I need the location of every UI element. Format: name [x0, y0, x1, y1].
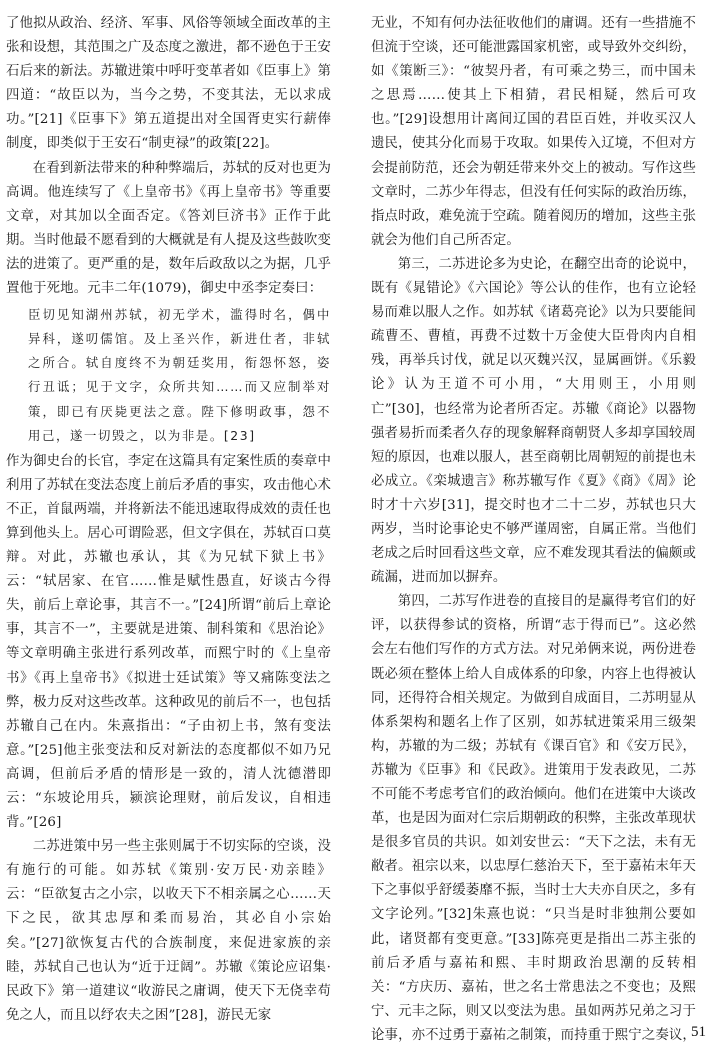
paragraph-fourth-point: 第四，二苏写作进卷的直接目的是赢得考官们的好评，以获得参试的资格，所谓“志于得而已”。这必然会左右他们写作的方式方法。对兄弟俩来说，两份进卷既必须在整体上给人自成体系的印象，内容上也得被认同，还得符合相关规定。为做到自成面目，二苏明显从体系架构和题名上作了区别，如苏轼进策采用三级架构，苏辙的为二级；苏轼有《课百官》和《安万民》，苏辙为《臣事》和《民政》。进策用于发表政见，二苏不可能不考虑考官们的政治倾向。他们在进策中大谈改革，也是因为面对仁宗后期朝政的积弊，主张改革现状是很多官员的共识。如刘安世云：“天下之法，未有无敝者。祖宗以来，以忠厚仁慈治天下，至于嘉祐末年天下之事似乎舒缓萎靡不振，当时士大夫亦自厌之，多有文字论列。”[32]朱熹也说：“只当是时非独荆公要如此，诸贤都有变更意。”[33]陈亮更是指出二苏主张的前后矛盾与嘉祐和熙、丰时期政治思潮的反转相关：“方庆历、嘉祐，世之名士常患法之不变也；及熙宁、元丰之际，则又以变法为患。虽如两苏兄弟之习于论事，亦不过勇于嘉祐之制策，而持重于熙宁之奏议， — [371, 594, 696, 1043]
paragraph-continuation: 了他拟从政治、经济、军事、风俗等领域全面改革的主张和设想，其范围之广及态度之激进，都不逊色于王安石后来的新法。苏辙进策中呼吁变革者如《臣事上》第四道：“故臣以为，当今之势，不变其法，无以求成功。”[21]《臣事下》第五道提出对全国胥吏实行薪俸制度，即类似于王安石“制吏禄”的政策[22]。 — [6, 16, 331, 152]
block-quote-li-ding: 臣切见知湖州苏轼，初无学术，滥得时名，偶中异科，遂叨儒馆。及上圣兴作，新进仕者，非轼之所合。轼自度终不为朝廷奖用，衔怨怀怒，姿行丑诋；见于文字，众所共知……而又应制举对策，即已有厌毙更法之意。陛下修明政事，怨不用己，遂一切毁之，以为非是。[23] — [28, 307, 331, 443]
paragraph-empty-talk: 二苏进策中另一些主张则属于不切实际的空谈，没有施行的可能。如苏轼《策别·安万民·劝亲睦》云：“臣欲复古之小宗，以收天下不相亲属之心……天下之民，欲其忠厚和柔而易治，其必自小宗始矣。”[27]欲恢复古代的合族制度，来促进家族的亲睦，苏轼自己也认为“近于迂阔”。苏辙《策论应诏集·民政下》第一道建议“收游民之庸调，使天下无侥幸苟免之人，而且以纾农夫之困”[28]，游民无家 — [6, 839, 331, 1023]
paragraph-analysis: 作为御史台的长官，李定在这篇具有定案性质的奏章中利用了苏轼在变法态度上前后矛盾的事实，攻击他心术不正，首鼠两端，并将新法不能迅速取得成效的责任也算到他头上。居心可谓险恶，但文字俱在，苏轼百口莫辩。对此，苏辙也承认，其《为兄轼下狱上书》云：“轼居家、在官……惟是赋性愚直，好谈古今得失，前后上章论事，其言不一。”[24]所谓“前后上章论事，其言不一”，主要就是进策、制科策和《思治论》等文章明确主张进行系列改革，而熙宁时的《上皇帝书》《再上皇帝书》《拟进士廷试策》等又痛陈变法之弊，极力反对这些改革。这种政见的前后不一，也包括苏辙自己在内。朱熹指出：“子由初上书，煞有变法意。”[25]他主张变法和反对新法的态度都似不如乃兄高调，但前后矛盾的情形是一致的，清人沈德潜即云：“东坡论用兵，颍滨论理财，前后发议，自相违背。”[26] — [6, 453, 331, 831]
left-column — [6, 12, 331, 1028]
paragraph-continuation-right: 无业，不知有何办法征收他们的庸调。还有一些措施不但流于空谈，还可能泄露国家机密，或导致外交纠纷，如《策断三》：“彼契丹者，有可乘之势三，而中国未之思焉……使其上下相猜，君民相疑，然后可攻也。”[29]设想用计离间辽国的君臣百姓，并收买汉人遗民，使其分化而易于攻取。如果传入辽境，不但对方会提前防范，还会为朝廷带来外交上的被动。写作这些文章时，二苏少年得志，但没有任何实际的政治历练，指点时政，难免流于空疏。随着阅历的增加，这些主张就会为他们自己所否定。 — [371, 16, 696, 248]
page-number: 51 — [691, 1024, 706, 1040]
right-column — [371, 12, 696, 1048]
paragraph-third-point: 第三，二苏进论多为史论，在翻空出奇的论说中，既有《晁错论》《六国论》等公认的佳作，也有立论轻易而难以服人之作。如苏轼《诸葛亮论》以为只要能间疏曹丕、曹植，再费不过数十万金使大臣骨肉内自相残，再举兵讨伐，就足以灭魏兴汉，显属画饼。《乐毅论》认为王道不可小用，“大用则王，小用则亡”[30]，也经常为论者所否定。苏辙《商论》以器物强者易折而柔者久存的现象解释商朝贤人多却享国较周短的原因，也难以服人，甚至商朝比周朝短的前提也未必成立。《栾城遗言》称苏辙写作《夏》《商》《周》论时才十六岁[31]，提交时也才二十二岁，苏轼也只大两岁，当时论事论史不够严谨周密，自属正常。当他们老成之后时回看这些文章，应不难发现其看法的偏颇或疏漏，进而加以摒弃。 — [371, 256, 696, 586]
paragraph-reaction: 在看到新法带来的种种弊端后，苏轼的反对也更为高调。他连续写了《上皇帝书》《再上皇帝书》等重要文章，对其加以全面否定。《答刘巨济书》正作于此期。当时他最不愿看到的大概就是有人提及这些鼓吹变法的进策了。更严重的是，数年后政敌以之为据，几乎置他于死地。元丰二年(1079)，御史中丞李定奏曰： — [6, 160, 331, 297]
